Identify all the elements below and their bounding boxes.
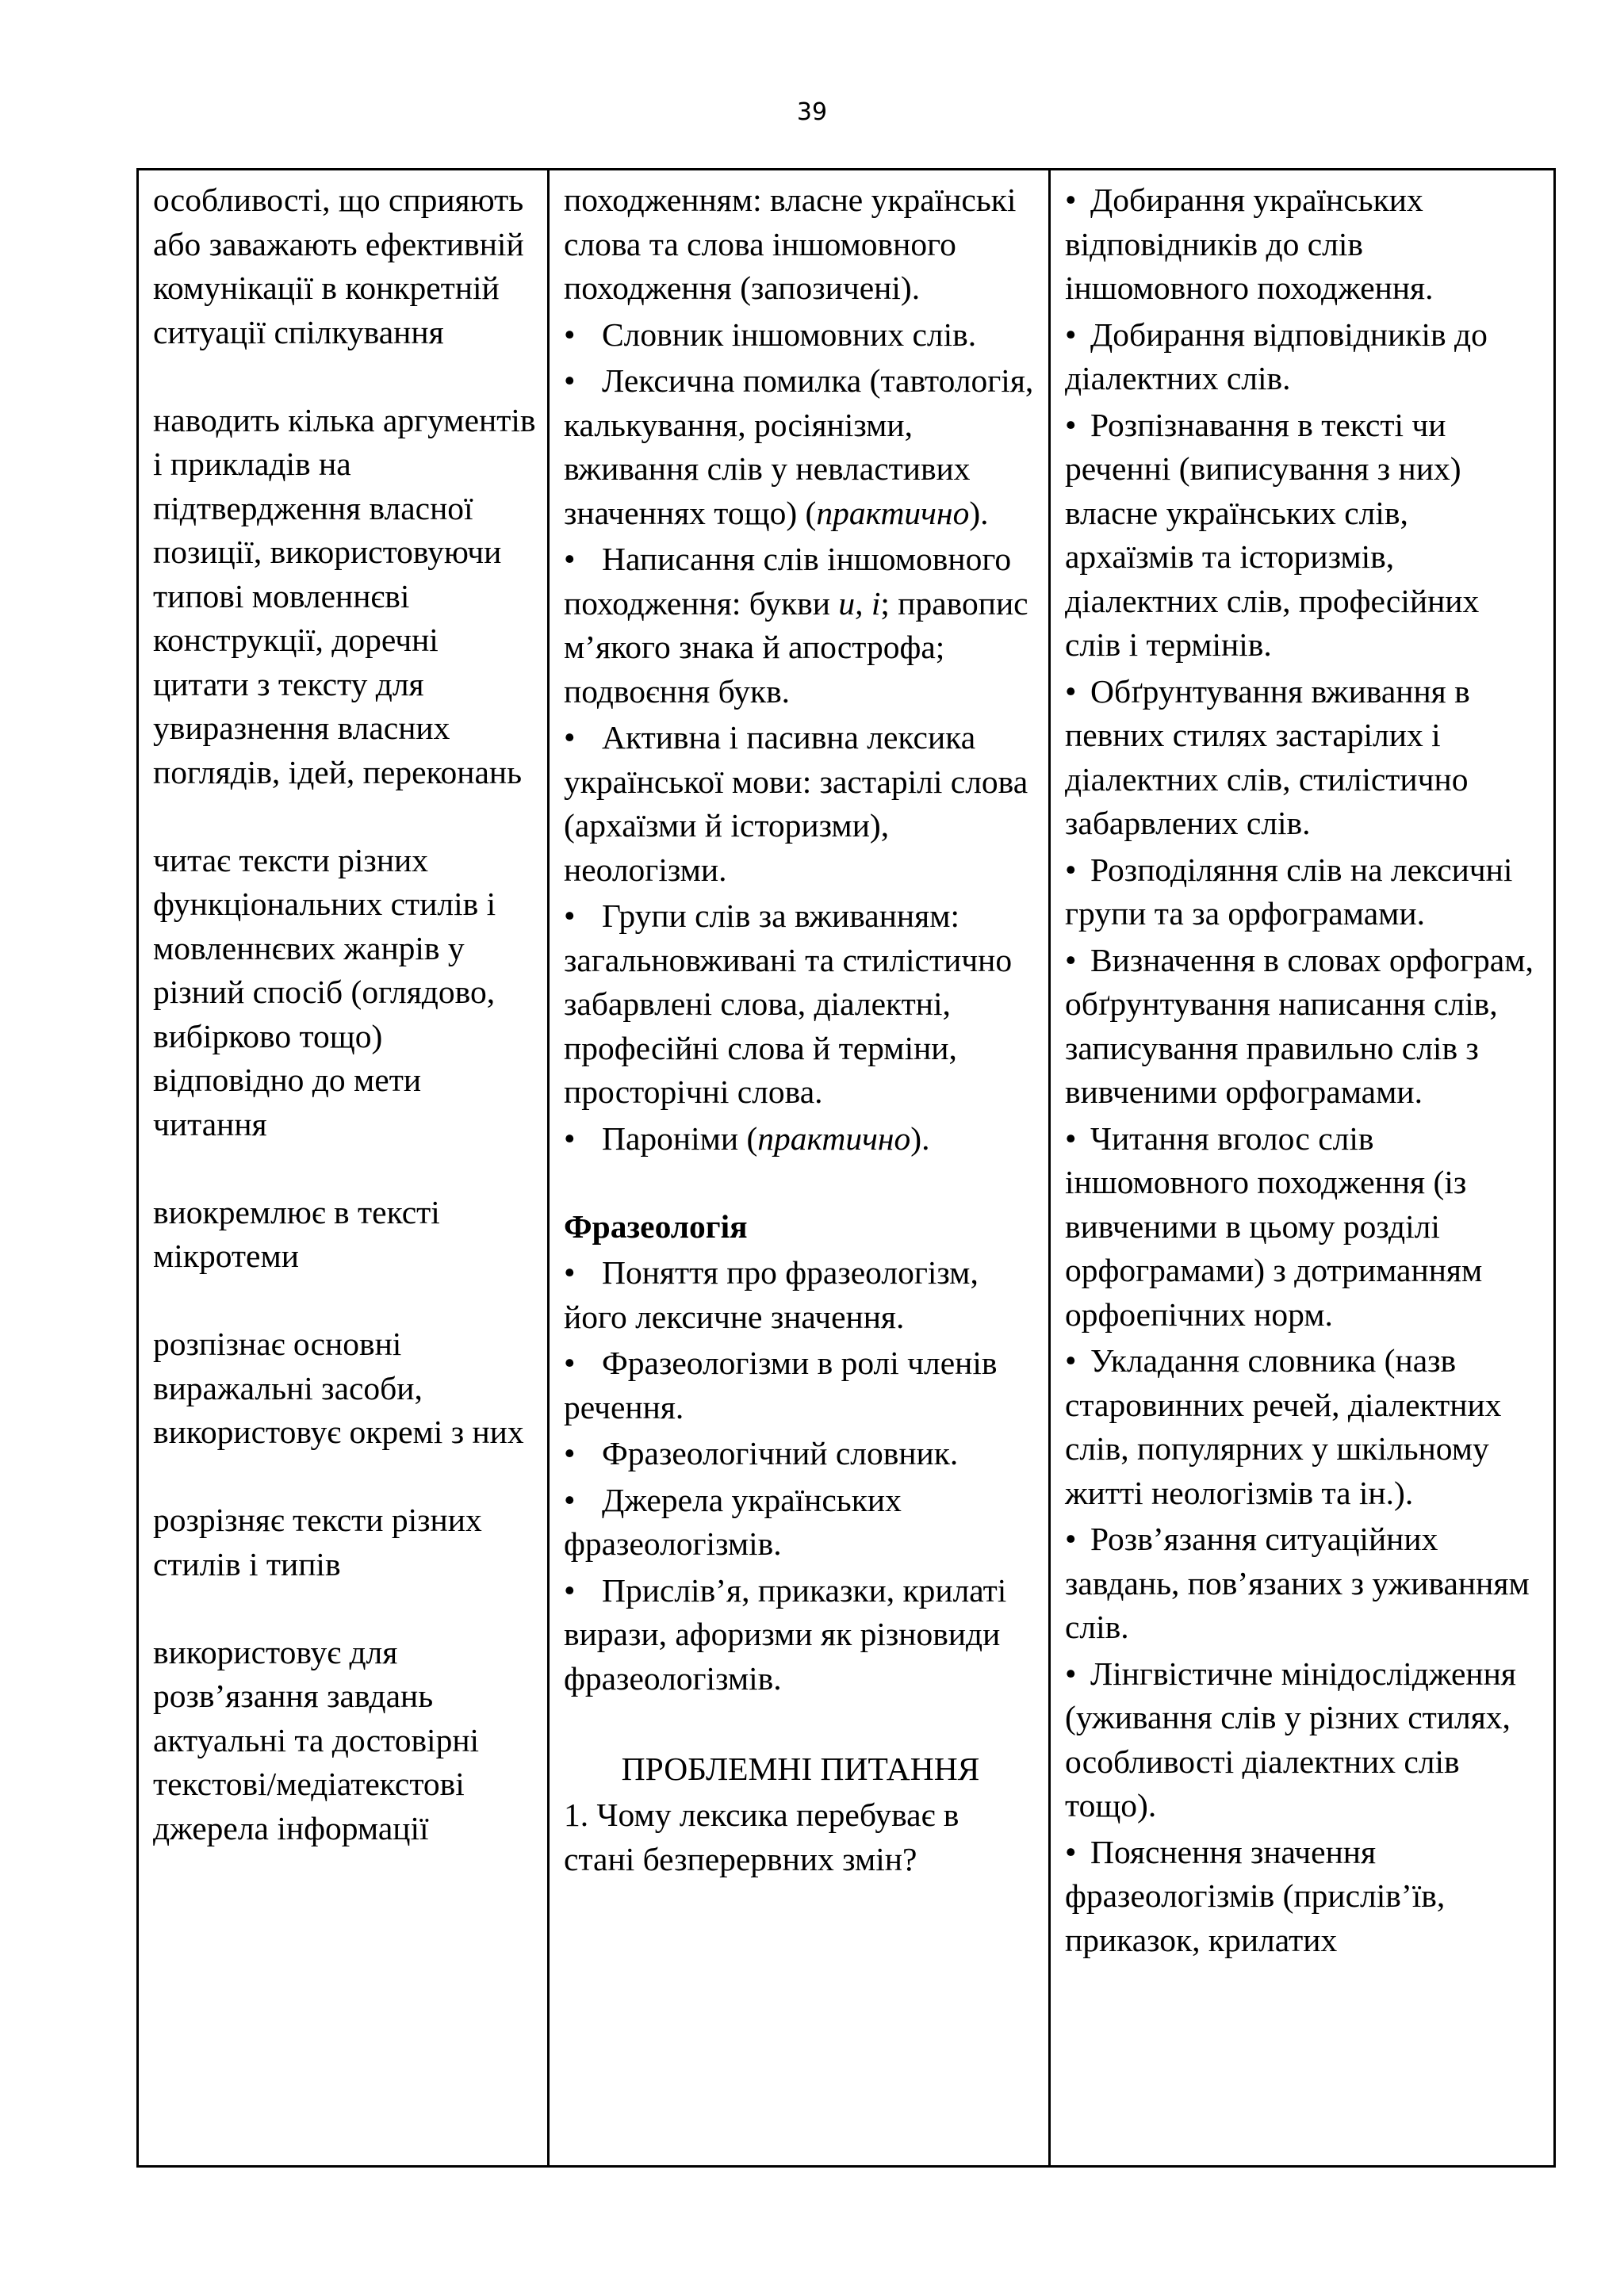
activity-item <box>1065 313 1542 401</box>
content-item <box>564 1432 1037 1476</box>
bullet-icon: • <box>564 362 576 399</box>
curriculum-table <box>136 168 1556 2168</box>
bullet-icon: • <box>1065 406 1077 443</box>
activity-item-text: Пояснення значення фразеологізмів (прислів’їв, приказок, крилатих <box>1065 1833 1446 1958</box>
bullet-icon: • <box>564 1345 576 1381</box>
content-item-emphasis: практично <box>757 1119 911 1157</box>
content-item <box>564 1569 1037 1701</box>
bullet-icon: • <box>1065 1521 1077 1557</box>
activity-item <box>1065 1652 1542 1828</box>
bullet-icon: • <box>1065 941 1077 978</box>
activity-item <box>1065 1517 1542 1650</box>
activity-item <box>1065 670 1542 846</box>
bullet-icon: • <box>564 1254 576 1291</box>
bullet-icon: • <box>1065 1833 1077 1870</box>
bullet-icon: • <box>564 1481 576 1518</box>
activity-item <box>1065 939 1542 1115</box>
content-item-text: Групи слів за вживанням: загальновживані та стилістично забарвлені слова, діалектні, професійні слова й терміни, просторічні слова. <box>564 897 1013 1110</box>
activity-item <box>1065 848 1542 936</box>
activity-item-text: Визначення в словах орфограм, обґрунтування написання слів, записування правильно слів з вивченими орфограмами. <box>1065 941 1534 1110</box>
content-item-text: ). <box>969 494 989 531</box>
bullet-icon: • <box>1065 672 1077 710</box>
problems-title: ПРОБЛЕМНІ ПИТАННЯ <box>621 1750 980 1787</box>
outcome-text: виокремлює в тексті мікротеми <box>153 1193 440 1274</box>
bullet-icon: • <box>1065 1655 1077 1692</box>
activity-item-text: Добирання відповідників до діалектних слів. <box>1065 316 1488 396</box>
activity-item <box>1065 178 1542 311</box>
content-item <box>564 716 1037 892</box>
bullet-icon: • <box>564 1119 576 1157</box>
content-item-text: Словник іншомовних слів. <box>602 316 977 353</box>
outcome-text: розпізнає основні виражальні засоби, використовує окремі з них <box>153 1326 524 1450</box>
content-item-text: ). <box>910 1119 930 1157</box>
activity-item-text: Розв’язання ситуаційних завдань, пов’язаних з уживанням слів. <box>1065 1521 1530 1645</box>
activity-item <box>1065 1831 1542 1963</box>
content-item <box>564 894 1037 1115</box>
bullet-icon: • <box>1065 1119 1077 1157</box>
activity-item-text: Розпізнавання в тексті чи реченні (виписування з них) власне українських слів, архаїзмів та історизмів, діалектних слів, професійних слів і термінів. <box>1065 406 1480 663</box>
content-item-text: Фразеологізми в ролі членів речення. <box>564 1345 998 1425</box>
content-item <box>564 1479 1037 1567</box>
activity-item <box>1065 1339 1542 1515</box>
content-item-text: Написання слів іншомовного походження: букви <box>564 541 1012 622</box>
content-item-text: Джерела українських фразеологізмів. <box>564 1481 902 1562</box>
activity-item-text: Добирання українських відповідників до слів іншомовного походження. <box>1065 182 1434 306</box>
bullet-icon: • <box>1065 316 1077 353</box>
bullet-icon: • <box>564 541 576 577</box>
activity-item-text: Укладання словника (назв старовинних речей, діалектних слів, популярних у шкільному житті неологізмів та ін.). <box>1065 1342 1502 1511</box>
activities-cell <box>1050 170 1555 2167</box>
content-item <box>564 359 1037 535</box>
bullet-icon: • <box>564 316 576 353</box>
content-item-text: Лексична помилка (тавтологія, калькування, росіянізми, вживання слів у невластивих значеннях тощо) ( <box>564 362 1034 531</box>
content-item <box>564 1251 1037 1339</box>
activity-item-text: Читання вголос слів іншомовного походження (із вивченими в цьому розділі орфограмами) з дотриманням орфоепічних норм. <box>1065 1119 1483 1333</box>
content-item-text: ; правопис м’якого знака й апострофа; подвоєння букв. <box>564 584 1028 710</box>
bullet-icon: • <box>564 1571 576 1609</box>
outcome-text: читає тексти різних функціональних стилів і мовленнєвих жанрів у різний спосіб (оглядово, вибірково тощо) відповідно до мети читання <box>153 841 496 1142</box>
content-item-emphasis: практично <box>816 494 970 531</box>
outcomes-cell <box>138 170 549 2167</box>
content-intro: походженням: власне українські слова та слова іншомовного походження (запозичені). <box>564 182 1017 306</box>
page-number: 39 <box>796 98 828 126</box>
section-heading: Фразеологія <box>564 1207 748 1245</box>
content-item-text: Пароніми ( <box>602 1119 758 1157</box>
content-item <box>564 538 1037 714</box>
activity-item <box>1065 1117 1542 1337</box>
spacer <box>564 1703 1037 1747</box>
bullet-icon: • <box>1065 182 1077 218</box>
table-row <box>138 170 1555 2167</box>
content-cell <box>549 170 1050 2167</box>
content-item-text: Прислів’я, приказки, крилаті вирази, афоризми як різновиди фразеологізмів. <box>564 1571 1007 1697</box>
activity-item-text: Обґрунтування вживання в певних стилях застарілих і діалектних слів, стилістично забарвлених слів. <box>1065 672 1470 841</box>
outcome-text: розрізняє тексти різних стилів і типів <box>153 1502 482 1582</box>
content-item-emphasis: и, і <box>838 584 881 622</box>
content-item-text: Фразеологічний словник. <box>602 1435 959 1471</box>
activity-item-text: Лінгвістичне мінідослідження (уживання слів у різних стилях, особливості діалектних слів тощо). <box>1065 1655 1516 1823</box>
activity-item-text: Розподіляння слів на лексичні групи та за орфограмами. <box>1065 851 1513 932</box>
outcome-text: використовує для розв’язання завдань актуальні та достовірні текстові/медіатекстові джерела інформації <box>153 1633 480 1846</box>
content-item-text: Поняття про фразеологізм, його лексичне значення. <box>564 1254 979 1335</box>
problem-question: 1. Чому лексика перебуває в стані безперервних змін? <box>564 1797 959 1877</box>
outcome-text: наводить кілька аргументів і прикладів на підтвердження власної позиції, використовуючи типові мовленнєві конструкції, доречні цитати з тексту для увиразнення власних поглядів, ідей, переконань <box>153 401 536 790</box>
bullet-icon: • <box>1065 851 1077 888</box>
content-item <box>564 313 1037 358</box>
content-item-text: Активна і пасивна лексика української мови: застарілі слова (архаїзми й історизми), неологізми. <box>564 719 1028 888</box>
bullet-icon: • <box>1065 1342 1077 1379</box>
bullet-icon: • <box>564 719 576 756</box>
activity-item <box>1065 404 1542 668</box>
content-item <box>564 1341 1037 1429</box>
bullet-icon: • <box>564 1435 576 1471</box>
content-item <box>564 1117 1037 1161</box>
bullet-icon: • <box>564 897 576 934</box>
outcome-text: особливості, що сприяють або заважають ефективній комунікації в конкретній ситуації спілкування <box>153 182 524 350</box>
